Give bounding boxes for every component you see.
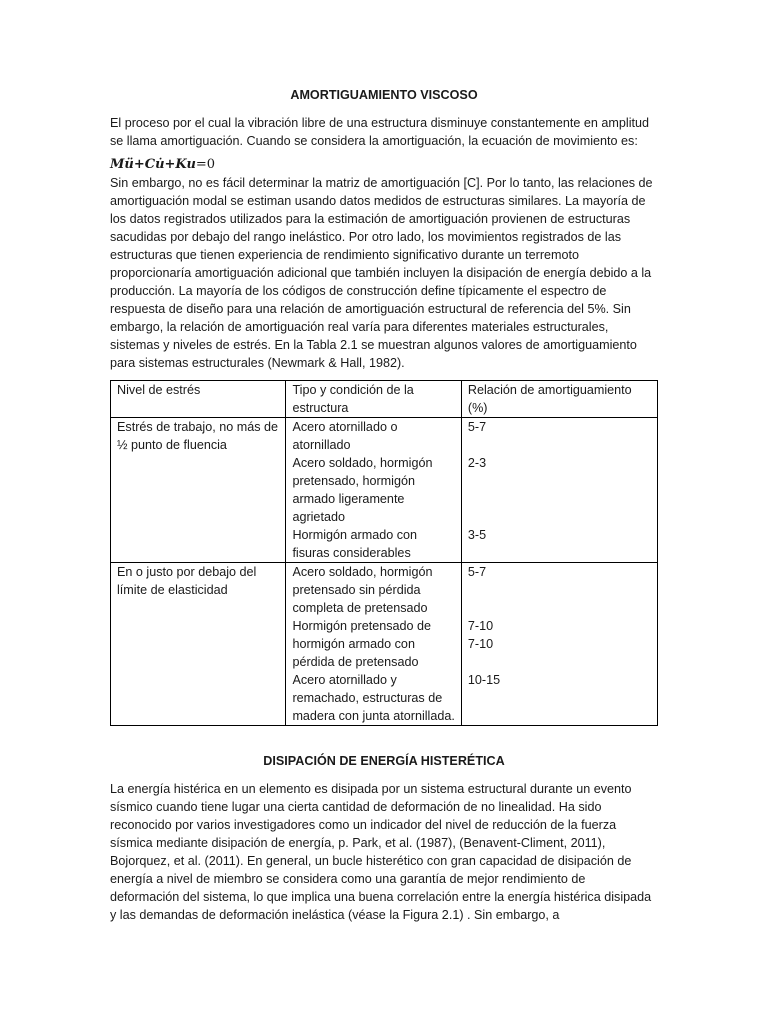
damping-ratio: 10-15: [467, 673, 501, 687]
spacer: [468, 653, 651, 671]
header-stress-level: Nivel de estrés: [111, 381, 286, 418]
equation-lhs: Mü+Cu̇+Ku: [110, 157, 196, 172]
damping-ratio: 2-3: [467, 456, 487, 470]
damping-ratio: 3-5: [467, 528, 487, 542]
structure-type-cell: [286, 418, 461, 563]
structure-type: Acero soldado, hormigón pretensado sin pérdida completa de pretensado: [292, 565, 433, 615]
structure-type: Acero atornillado y remachado, estructuras de madera con junta atornillada.: [292, 673, 455, 723]
stress-level-cell: En o justo por debajo del límite de elasticidad: [111, 563, 286, 726]
damping-ratio-cell: [461, 418, 657, 563]
damping-ratio: 7-10: [467, 637, 494, 651]
header-damping-ratio: Relación de amortiguamiento (%): [461, 381, 657, 418]
damping-ratio: 5-7: [467, 565, 487, 579]
intro-paragraph: El proceso por el cual la vibración libre de una estructura disminuye constantemente en amplitud se llama amortiguación. Cuando se considera la amortiguación, la ecuación de movimiento es:: [110, 116, 650, 148]
spacer: [468, 581, 651, 599]
spacer: [468, 490, 651, 508]
stress-level-cell: Estrés de trabajo, no más de ½ punto de fluencia: [111, 418, 286, 563]
equation-rhs: =0: [195, 157, 216, 172]
structure-type: Hormigón pretensado de hormigón armado con pérdida de pretensado: [292, 619, 432, 669]
damping-values-table: [110, 380, 658, 726]
damping-ratio-cell: [461, 563, 657, 726]
hysteretic-paragraph: La energía histérica en un elemento es disipada por un sistema estructural durante un evento sísmico cuando tiene lugar una cierta cantidad de deformación de no linealidad. Ha sido reconocido por varios investigadores como un indicador del nivel de reducción de la fuerza sísmica mediante disipación de energía, p. Park, et al. (1987), (Benavent-Climent, 2011), Bojorquez, et al. (2011). En general, un bucle histerético con gran capacidad de disipación de energía a nivel de miembro se considera como una garantía de mejor rendimiento de deformación del sistema, lo que implica una buena correlación entre la energía histérica disipada y las demandas de deformación inelástica (véase la Figura 2.1) . Sin embargo, a: [110, 782, 652, 922]
equation-of-motion: [110, 156, 658, 174]
table-header-row: [111, 381, 658, 418]
structure-type: Hormigón armado con fisuras considerables: [292, 528, 418, 560]
spacer: [468, 599, 651, 617]
damping-ratio: 7-10: [467, 619, 494, 633]
structure-type: Acero soldado, hormigón pretensado, hormigón armado ligeramente agrietado: [292, 456, 433, 524]
section-title-viscous-damping: AMORTIGUAMIENTO VISCOSO: [290, 88, 478, 102]
section-title-hysteretic-energy: DISIPACIÓN DE ENERGÍA HISTERÉTICA: [263, 754, 505, 768]
structure-type: Acero atornillado o atornillado: [292, 420, 398, 452]
structure-type-cell: [286, 563, 461, 726]
header-structure-type: Tipo y condición de la estructura: [286, 381, 461, 418]
table-row: [111, 418, 658, 563]
damping-paragraph: Sin embargo, no es fácil determinar la matriz de amortiguación [C]. Por lo tanto, las relaciones de amortiguación modal se estiman usando datos medidos de estructuras similares. La mayoría de los datos registrados utilizados para la estimación de amortiguación provienen de estructuras sacudidas por debajo del rango inelástico. Por otro lado, los movimientos registrados de las estructuras que tienen experiencia de rendimiento significativo durante un terremoto proporcionaría amortiguación adicional que también incluyen la disipación de energía debido a la producción. La mayoría de los códigos de construcción define típicamente el espectro de respuesta de diseño para una relación de amortiguación estructural de referencia del 5%. Sin embargo, la relación de amortiguación real varía para diferentes materiales estructurales, sistemas y niveles de estrés. En la Tabla 2.1 se muestran algunos valores de amortiguamiento para sistemas estructurales (Newmark & Hall, 1982).: [110, 176, 653, 370]
table-row: [111, 563, 658, 726]
spacer: [468, 508, 651, 526]
damping-ratio: 5-7: [467, 420, 487, 434]
document-content: [110, 86, 658, 924]
spacer: [468, 472, 651, 490]
spacer: [468, 436, 651, 454]
